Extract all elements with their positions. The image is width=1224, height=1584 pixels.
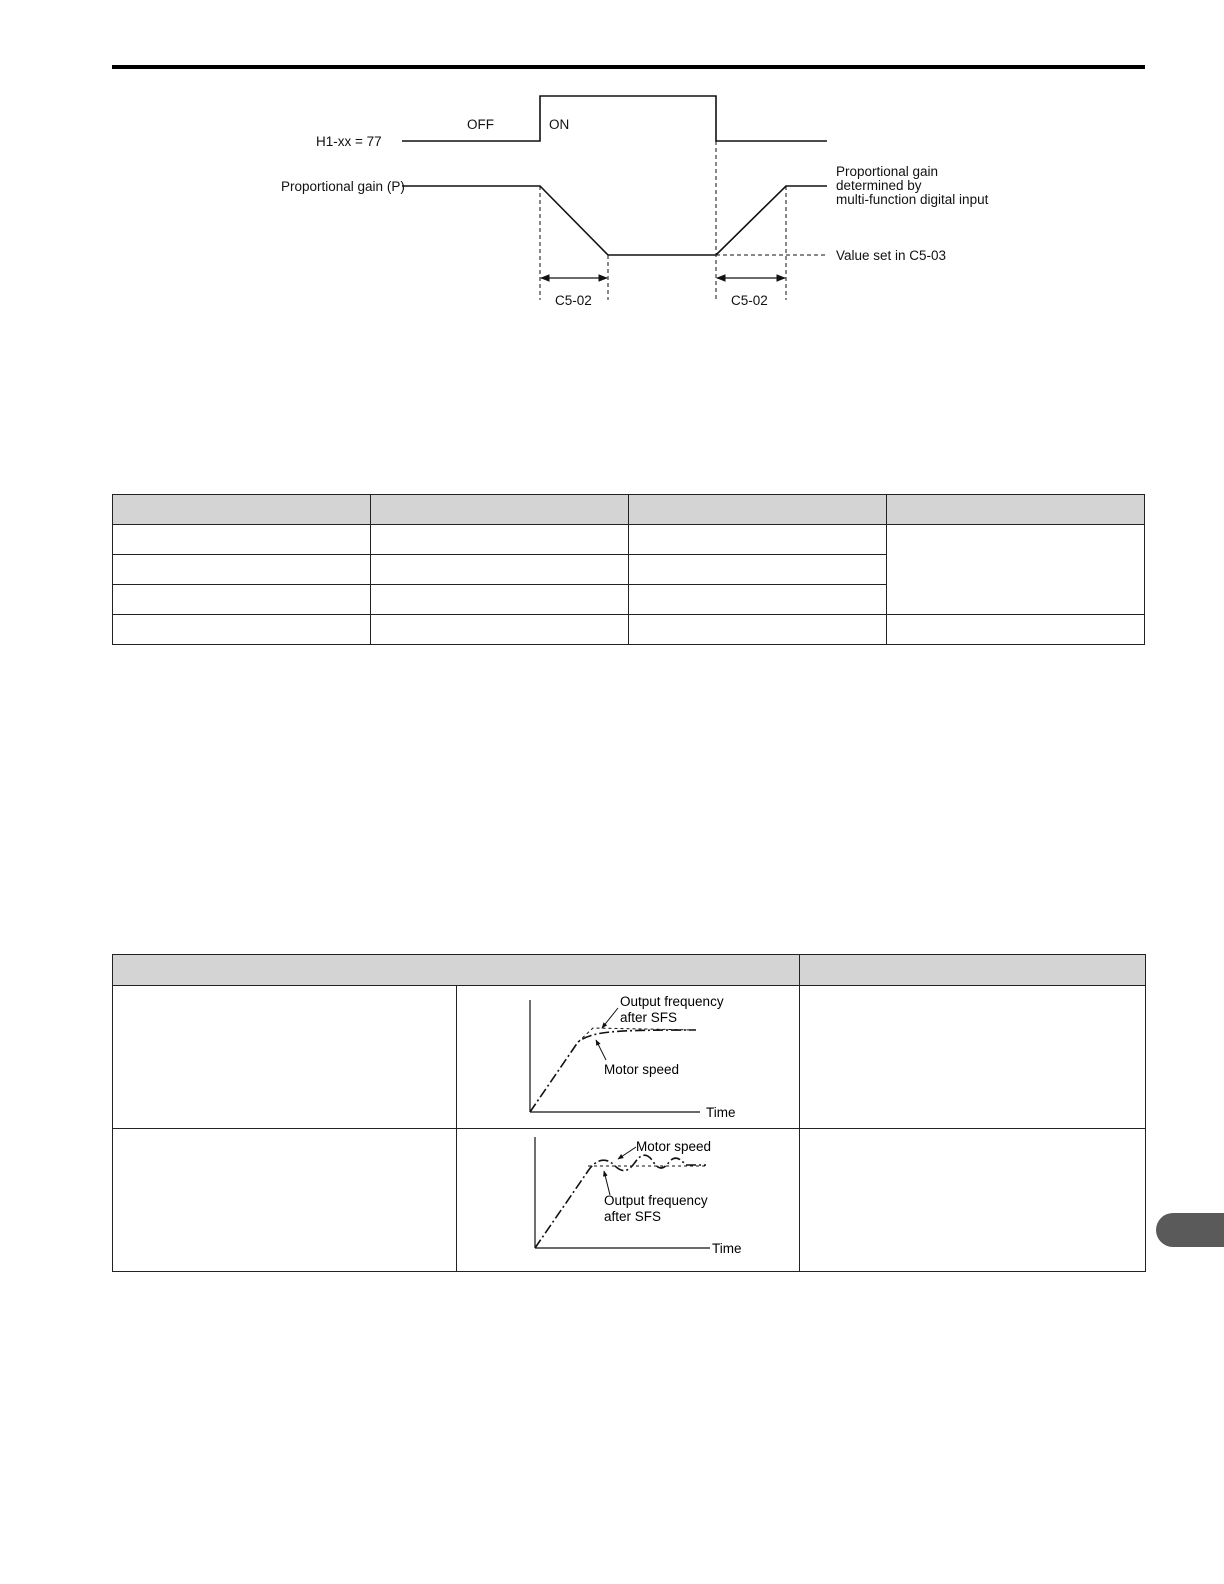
merged-cell — [887, 525, 1145, 615]
table-row — [113, 525, 1145, 555]
table-cell — [113, 525, 371, 555]
table-header-row — [113, 495, 1145, 525]
gain-note: determined by — [836, 178, 922, 193]
table-cell — [113, 615, 371, 645]
time-label: Time — [712, 1241, 742, 1256]
table-cell — [629, 615, 887, 645]
table-row — [113, 986, 1146, 1129]
header-cell — [629, 495, 887, 525]
pointer-arrow — [602, 1008, 618, 1028]
digital-input-waveform — [402, 96, 827, 141]
graph-cell — [457, 986, 800, 1129]
gain-note: Proportional gain — [836, 164, 939, 179]
response-graph-smooth — [478, 986, 778, 1123]
gain-label: Proportional gain (P) — [281, 179, 405, 194]
c502-label: C5-02 — [555, 293, 592, 308]
pi-gain-timing-diagram — [0, 0, 1224, 330]
header-cell — [371, 495, 629, 525]
table-cell — [371, 585, 629, 615]
sfs-table — [112, 954, 1146, 1272]
table-cell — [800, 1129, 1146, 1272]
pointer-arrow — [604, 1171, 610, 1195]
table-cell — [113, 1129, 457, 1272]
output-frequency-label: Output frequency — [604, 1193, 708, 1208]
output-frequency-label: Output frequency — [620, 994, 724, 1009]
table-cell — [371, 555, 629, 585]
table-cell — [629, 555, 887, 585]
pointer-arrow — [596, 1040, 606, 1060]
table-cell — [113, 585, 371, 615]
time-label: Time — [706, 1105, 736, 1120]
on-label: ON — [549, 117, 570, 132]
table-cell — [113, 555, 371, 585]
header-cell — [800, 955, 1146, 986]
gain-waveform — [402, 186, 827, 255]
graph-cell — [457, 1129, 800, 1272]
motor-speed-label: Motor speed — [604, 1062, 680, 1077]
table-header-row — [113, 955, 1146, 986]
signal-label: H1-xx = 77 — [316, 134, 382, 149]
header-cell — [887, 495, 1145, 525]
response-graph-oscillating — [478, 1129, 778, 1266]
table-cell — [800, 986, 1146, 1129]
c503-label: Value set in C5-03 — [836, 248, 947, 263]
off-label: OFF — [467, 117, 494, 132]
table-cell — [629, 585, 887, 615]
table-cell — [371, 615, 629, 645]
table-cell — [887, 615, 1145, 645]
table-row — [113, 1129, 1146, 1272]
c502-label: C5-02 — [731, 293, 768, 308]
header-cell — [113, 495, 371, 525]
output-frequency-label: after SFS — [620, 1010, 678, 1025]
chapter-side-tab — [1156, 1213, 1224, 1247]
gain-note: multi-function digital input — [836, 192, 989, 207]
header-cell — [113, 955, 800, 986]
pointer-arrow — [618, 1147, 636, 1159]
output-frequency-label: after SFS — [604, 1209, 662, 1224]
parameter-table — [112, 494, 1145, 645]
table-cell — [629, 525, 887, 555]
table-cell — [113, 986, 457, 1129]
table-row — [113, 615, 1145, 645]
motor-speed-label: Motor speed — [636, 1139, 712, 1154]
table-cell — [371, 525, 629, 555]
